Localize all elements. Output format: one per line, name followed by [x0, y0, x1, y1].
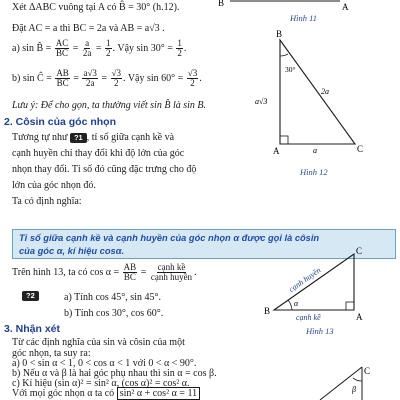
- fig13-label-a: A: [356, 312, 363, 322]
- para-line-1: Tương tự như ?1 , tỉ số giữa cạnh kề và: [12, 132, 175, 144]
- intro-line-2: Đặt AC = a thì BC = 2a và AB = a√3 .: [12, 23, 165, 34]
- question-2-badge: ?2: [22, 291, 39, 301]
- remark-line-1: Từ các định nghĩa của sin và côsin của một: [12, 337, 185, 348]
- fig12-side-ab: a√3: [255, 97, 268, 106]
- section-2-heading: 2. Côsin của góc nhọn: [4, 116, 117, 128]
- fig14-angle-arc: [353, 378, 362, 381]
- fig12-angle-label: 30°: [285, 65, 296, 74]
- note-line: Lưu ý: Để cho gọn, ta thường viết sin B̂ là sin B.: [12, 100, 206, 111]
- intro-line-1: Xét ΔABC vuông tại A có B̂ = 30° (h.12).: [12, 2, 180, 13]
- fig12-side-bc: 2a: [321, 87, 329, 96]
- fig13-triangle: [274, 254, 354, 310]
- fig12-label-a: A: [273, 146, 280, 156]
- definition-line-2: của góc α, kí hiệu cosα.: [19, 246, 125, 256]
- section-3-heading: 3. Nhận xét: [4, 323, 61, 335]
- remark-line-4: b) Nếu α và β là hai góc phụ nhau thì sin α = cos β.: [12, 368, 217, 379]
- definition-intro: Ta có định nghĩa:: [12, 196, 82, 207]
- fig14-angle-label: β: [352, 385, 356, 394]
- remark-line-3: a) 0 < sin α < 1, 0 < cos α < 1 với 0 < α < 90°.: [12, 358, 197, 369]
- fig14-label-c: C: [364, 366, 371, 376]
- question-2b: b) Tính cos 30°, cos 60°.: [64, 308, 164, 319]
- fig13-label-c: C: [356, 246, 363, 256]
- figure-14-partial: [300, 365, 400, 400]
- para-line-2: cạnh huyền chỉ thay đổi khi độ lớn của góc: [12, 148, 185, 159]
- figure-12-caption: Hình 12: [300, 167, 328, 177]
- fig13-label-b: B: [264, 306, 271, 316]
- cos-formula-line: Trên hình 13, ta có cos α = $\frac{AB}{BC}$ = $\frac{\text{cạnh kề}}{\text{cạnh huyền}}$ .: [12, 262, 197, 283]
- fig13-adjacent-label: cạnh kề: [296, 313, 321, 322]
- fig12-triangle: [280, 40, 355, 144]
- fig12-right-angle-mark: [280, 136, 288, 144]
- question-2a: a) Tính cos 45°, sin 45°.: [64, 292, 161, 303]
- fig12-angle-arc: [280, 54, 288, 56]
- fig12-label-c: C: [357, 144, 364, 154]
- fig14-hypotenuse: [320, 367, 362, 400]
- figure-13: [262, 246, 400, 324]
- fig13-angle-label: α: [294, 299, 299, 308]
- fig11-label-b: B: [218, 0, 225, 8]
- sin-b-line: a) sin B̂ = $\frac{AC}{BC}$ = $\frac{a}{2a}$ = $\frac{1}{2}$ . Vậy sin 30° = $\frac{1}{2}$ .: [12, 38, 187, 59]
- sin-c-line: b) sin Ĉ = $\frac{AB}{BC}$ = $\frac{a√3}{2a}$ = $\frac{√3}{2}$ . Vậy sin 60° = $\frac{√3}{2}$ .: [12, 68, 202, 89]
- figure-12: [255, 29, 400, 162]
- fig11-label-a: A: [342, 2, 349, 12]
- question-1-badge: ?1: [70, 133, 87, 143]
- para-line-4: lớn của góc nhọn đó.: [12, 180, 96, 191]
- fig13-right-angle-mark: [346, 302, 354, 310]
- identity-text: Với mọi góc nhọn α ta có sin² α + cos² α = 11: [12, 389, 200, 399]
- remark-line-5-visible: c) Kí hiệu (sin α)² = sin² α, (cos α)² = cos² α.: [12, 378, 190, 389]
- remark-line-2: góc nhọn, ta suy ra:: [12, 348, 91, 359]
- para-line-3: nhọn thay đổi. Tỉ số đó cũng đặc trưng cho độ: [12, 164, 197, 175]
- definition-line-1: Tỉ số giữa cạnh kề và cạnh huyền của góc nhọn α được gọi là côsin: [19, 233, 320, 243]
- fig13-hypotenuse-label: cạnh huyền: [287, 265, 323, 294]
- identity-box: sin² α + cos² α = 11: [117, 387, 200, 400]
- fig13-angle-arc: [288, 300, 292, 310]
- figure-11-caption: Hình 11: [290, 13, 317, 23]
- fig12-label-b: B: [276, 29, 283, 39]
- figure-13-caption: Hình 13: [306, 326, 334, 336]
- fig12-side-ac: a: [313, 146, 317, 155]
